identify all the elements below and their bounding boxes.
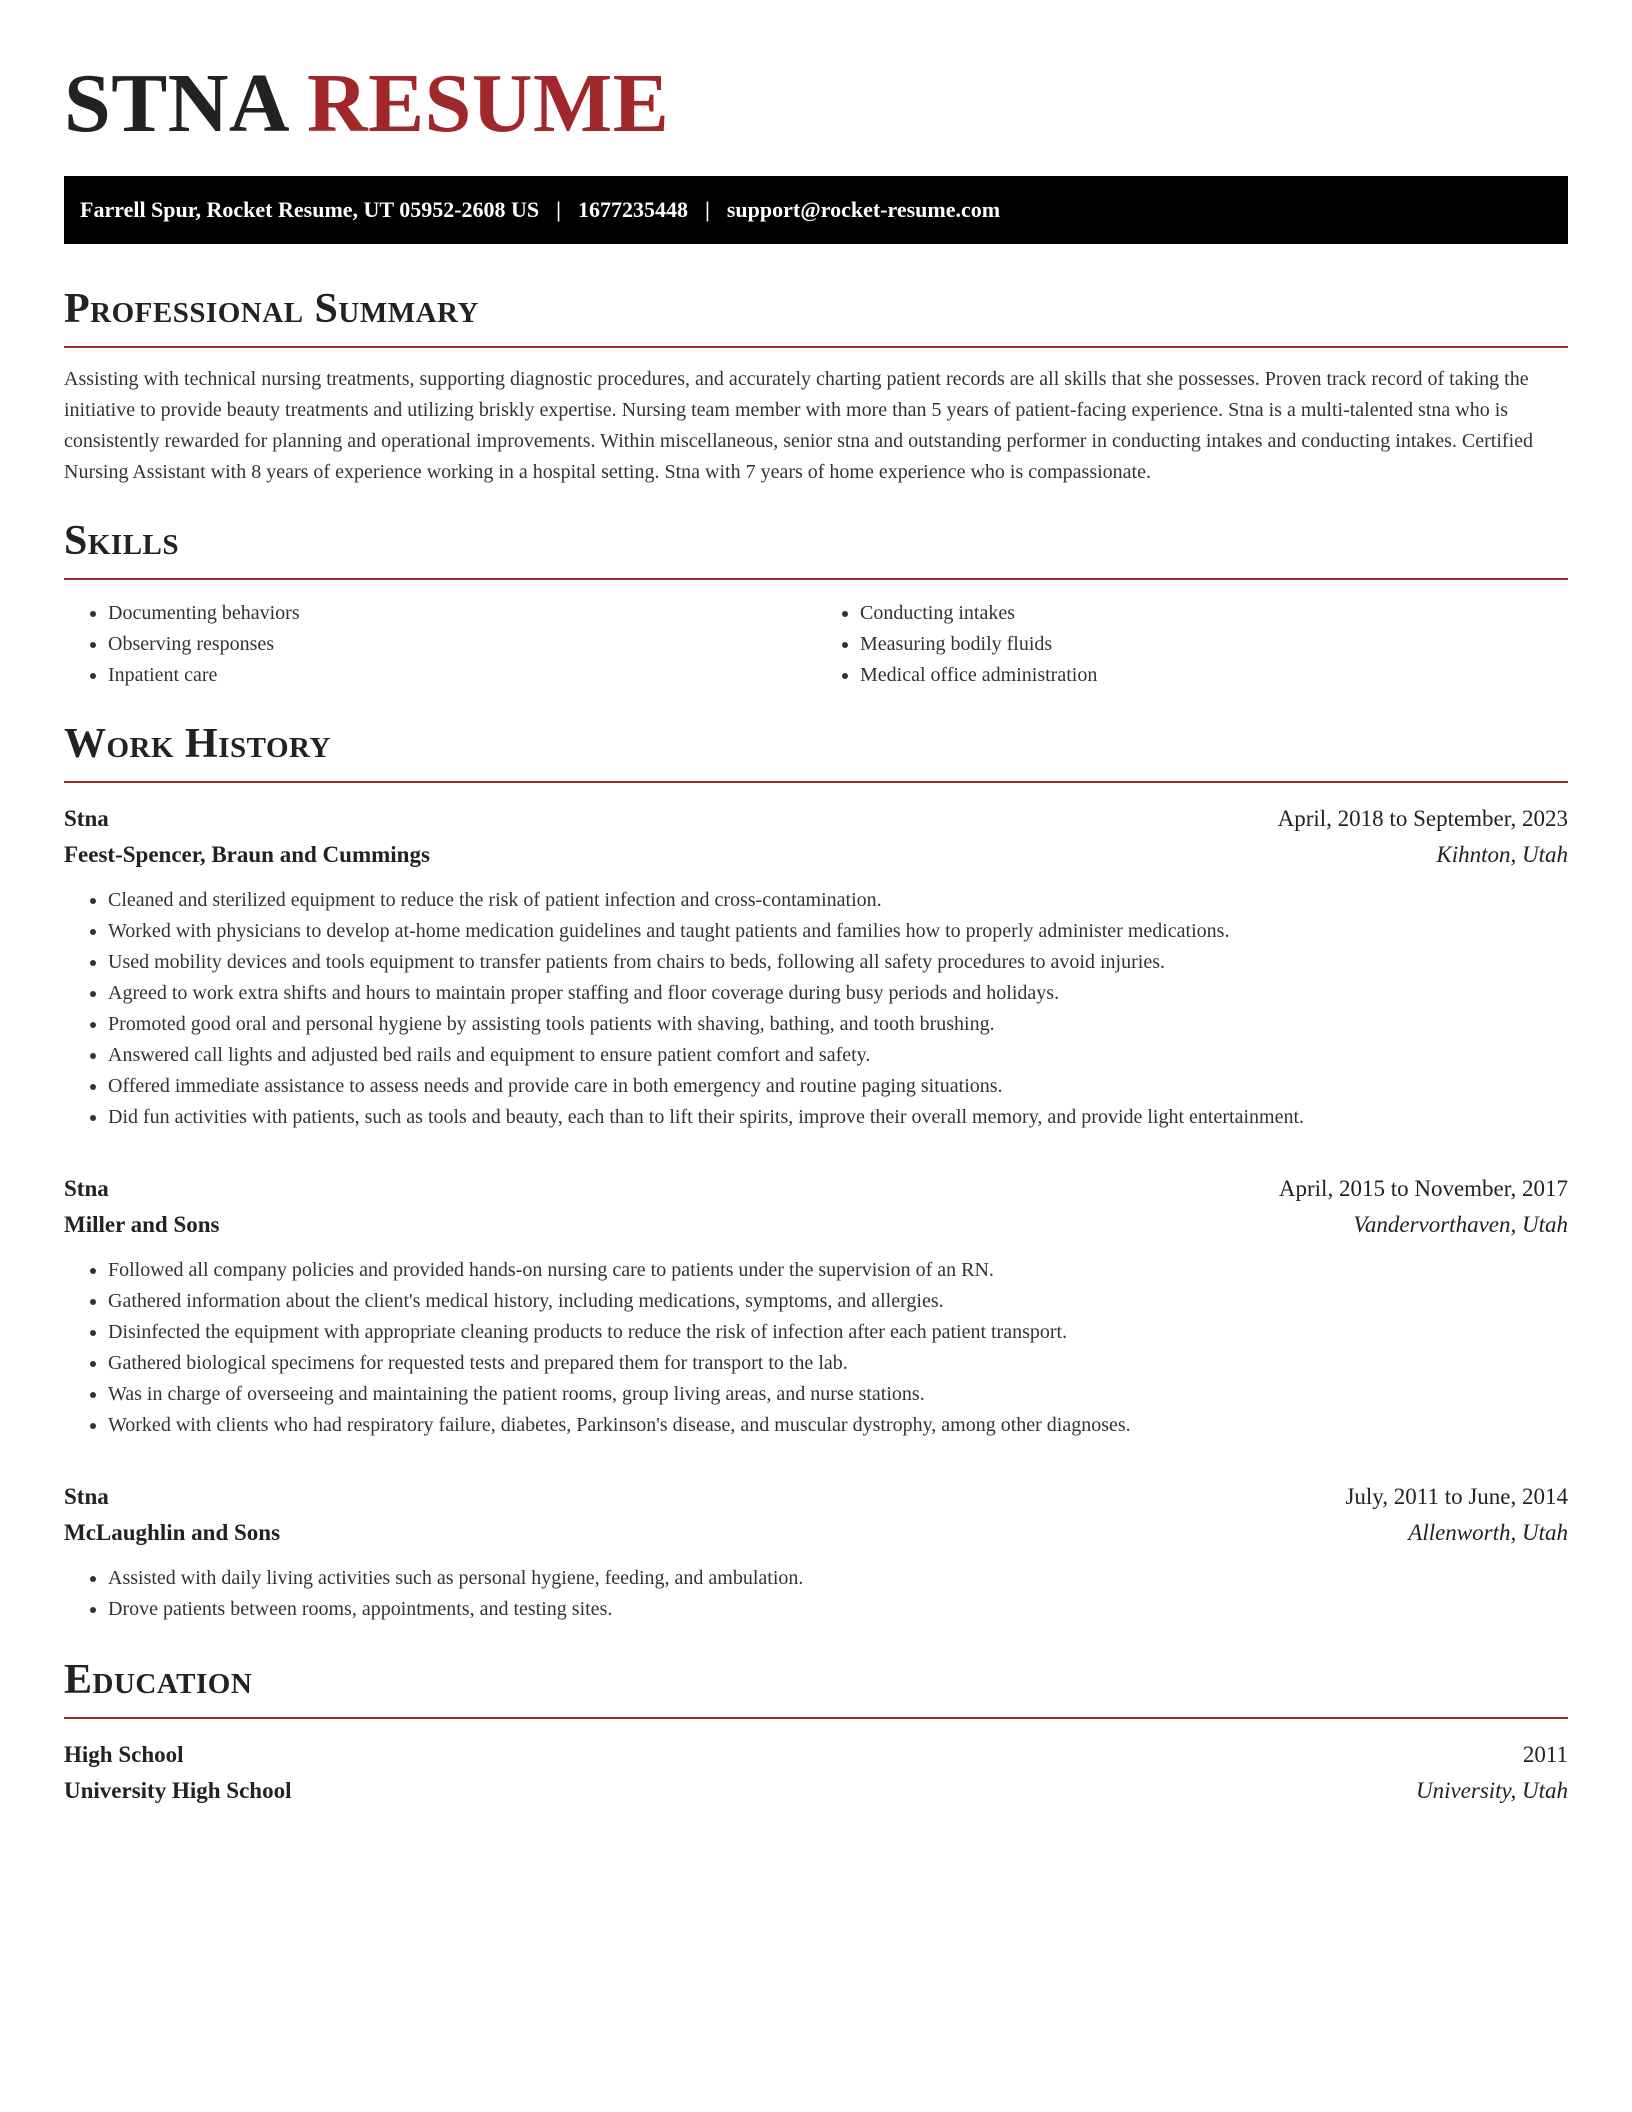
section-divider xyxy=(64,578,1568,580)
skill-item: • Observing responses xyxy=(108,629,816,660)
skills-section xyxy=(64,516,1568,691)
education-header-row xyxy=(64,1737,1568,1773)
job-dates: April, 2015 to November, 2017 xyxy=(1278,1176,1568,1201)
skills-list-left xyxy=(64,598,816,691)
job-company: Feest-Spencer, Braun and Cummings xyxy=(64,842,430,867)
education-section xyxy=(64,1655,1568,1809)
job-bullet: • Assisted with daily living activities such as personal hygiene, feeding, and ambulation. xyxy=(108,1563,1568,1594)
job-dates: April, 2018 to September, 2023 xyxy=(1277,806,1568,831)
job-bullet: • Agreed to work extra shifts and hours to maintain proper staffing and floor coverage during busy periods and holidays. xyxy=(108,978,1568,1009)
work-history-heading: Work History xyxy=(64,721,331,767)
job-entry xyxy=(64,1479,1568,1625)
skill-item: • Inpatient care xyxy=(108,660,816,691)
job-entry xyxy=(64,801,1568,1133)
section-divider xyxy=(64,1717,1568,1719)
section-divider xyxy=(64,346,1568,348)
job-bullet: • Did fun activities with patients, such as tools and beauty, each than to lift their spirits, improve their overall memory, and provide light entertainment. xyxy=(108,1102,1568,1133)
job-location: Allenworth, Utah xyxy=(1408,1520,1568,1545)
job-bullet: • Worked with physicians to develop at-home medication guidelines and taught patients and families how to properly administer medications. xyxy=(108,916,1568,947)
job-company-row xyxy=(64,1207,1568,1243)
contact-separator: | xyxy=(705,197,710,222)
education-school: University High School xyxy=(64,1778,292,1803)
contact-phone: 1677235448 xyxy=(578,197,689,222)
skills-columns xyxy=(64,598,1568,691)
summary-text: Assisting with technical nursing treatments, supporting diagnostic procedures, and accurately charting patient records are all skills that she possesses. Proven track record of taking the initiative to provide beauty treatments and utilizing briskly expertise. Nursing team member with more than 5 years of patient-facing experience. Stna is a multi-talented stna who is consistently rewarded for planning and operational improvements. Within miscellaneous, senior stna and outstanding performer in conducting intakes and conducting intakes. Certified Nursing Assistant with 8 years of experience working in a hospital setting. Stna with 7 years of home experience who is compassionate. xyxy=(64,368,1534,483)
job-bullet: • Cleaned and sterilized equipment to reduce the risk of patient infection and cross-contamination. xyxy=(108,885,1568,916)
job-company: Miller and Sons xyxy=(64,1212,220,1237)
skill-item: • Measuring bodily fluids xyxy=(860,629,1568,660)
job-location: Vandervorthaven, Utah xyxy=(1353,1212,1568,1237)
job-company: McLaughlin and Sons xyxy=(64,1520,281,1545)
skills-list-right xyxy=(816,598,1568,691)
contact-email: support@rocket-resume.com xyxy=(726,197,1001,222)
job-bullets xyxy=(64,1255,1568,1441)
job-title: Stna xyxy=(64,1176,109,1201)
job-bullet: • Disinfected the equipment with appropriate cleaning products to reduce the risk of infection after each patient transport. xyxy=(108,1317,1568,1348)
job-bullets xyxy=(64,885,1568,1133)
skill-item: • Conducting intakes xyxy=(860,598,1568,629)
education-location: University, Utah xyxy=(1415,1778,1568,1803)
job-bullet: • Gathered biological specimens for requested tests and prepared them for transport to the lab. xyxy=(108,1348,1568,1379)
skills-heading: Skills xyxy=(64,518,180,564)
section-divider xyxy=(64,781,1568,783)
job-bullet: • Promoted good oral and personal hygiene by assisting tools patients with shaving, bathing, and tooth brushing. xyxy=(108,1009,1568,1040)
skill-item: • Medical office administration xyxy=(860,660,1568,691)
resume-title xyxy=(64,56,1568,152)
job-title: Stna xyxy=(64,806,109,831)
job-bullet: • Drove patients between rooms, appointments, and testing sites. xyxy=(108,1594,1568,1625)
education-year: 2011 xyxy=(1522,1742,1568,1767)
job-bullet: • Followed all company policies and provided hands-on nursing care to patients under the supervision of an RN. xyxy=(108,1255,1568,1286)
job-dates: July, 2011 to June, 2014 xyxy=(1345,1484,1568,1509)
job-bullet: • Used mobility devices and tools equipment to transfer patients from chairs to beds, following all safety procedures to avoid injuries. xyxy=(108,947,1568,978)
job-header-row xyxy=(64,1171,1568,1207)
job-bullet: • Offered immediate assistance to assess needs and provide care in both emergency and routine paging situations. xyxy=(108,1071,1568,1102)
job-title: Stna xyxy=(64,1484,109,1509)
education-degree: High School xyxy=(64,1742,184,1767)
job-company-row xyxy=(64,837,1568,873)
job-company-row xyxy=(64,1515,1568,1551)
job-bullet: • Worked with clients who had respiratory failure, diabetes, Parkinson's disease, and muscular dystrophy, among other diagnoses. xyxy=(108,1410,1568,1441)
work-history-section xyxy=(64,719,1568,1625)
contact-separator: | xyxy=(556,197,562,222)
education-heading: Education xyxy=(64,1657,253,1703)
education-school-row xyxy=(64,1773,1568,1809)
contact-bar xyxy=(64,176,1568,244)
job-bullets xyxy=(64,1563,1568,1625)
title-part-2: RESUME xyxy=(306,57,670,150)
job-location: Kihnton, Utah xyxy=(1436,842,1568,867)
education-entry xyxy=(64,1737,1568,1809)
job-header-row xyxy=(64,1479,1568,1515)
job-entry xyxy=(64,1171,1568,1441)
skill-item: • Documenting behaviors xyxy=(108,598,816,629)
job-bullet: • Gathered information about the client's medical history, including medications, symptoms, and allergies. xyxy=(108,1286,1568,1317)
summary-heading: Professional Summary xyxy=(64,286,479,332)
title-part-1: STNA xyxy=(64,57,286,150)
job-header-row xyxy=(64,801,1568,837)
summary-section xyxy=(64,284,1568,488)
job-bullet: • Answered call lights and adjusted bed rails and equipment to ensure patient comfort and safety. xyxy=(108,1040,1568,1071)
job-bullet: • Was in charge of overseeing and maintaining the patient rooms, group living areas, and nurse stations. xyxy=(108,1379,1568,1410)
contact-address: Farrell Spur, Rocket Resume, UT 05952-2608 US xyxy=(80,197,540,222)
